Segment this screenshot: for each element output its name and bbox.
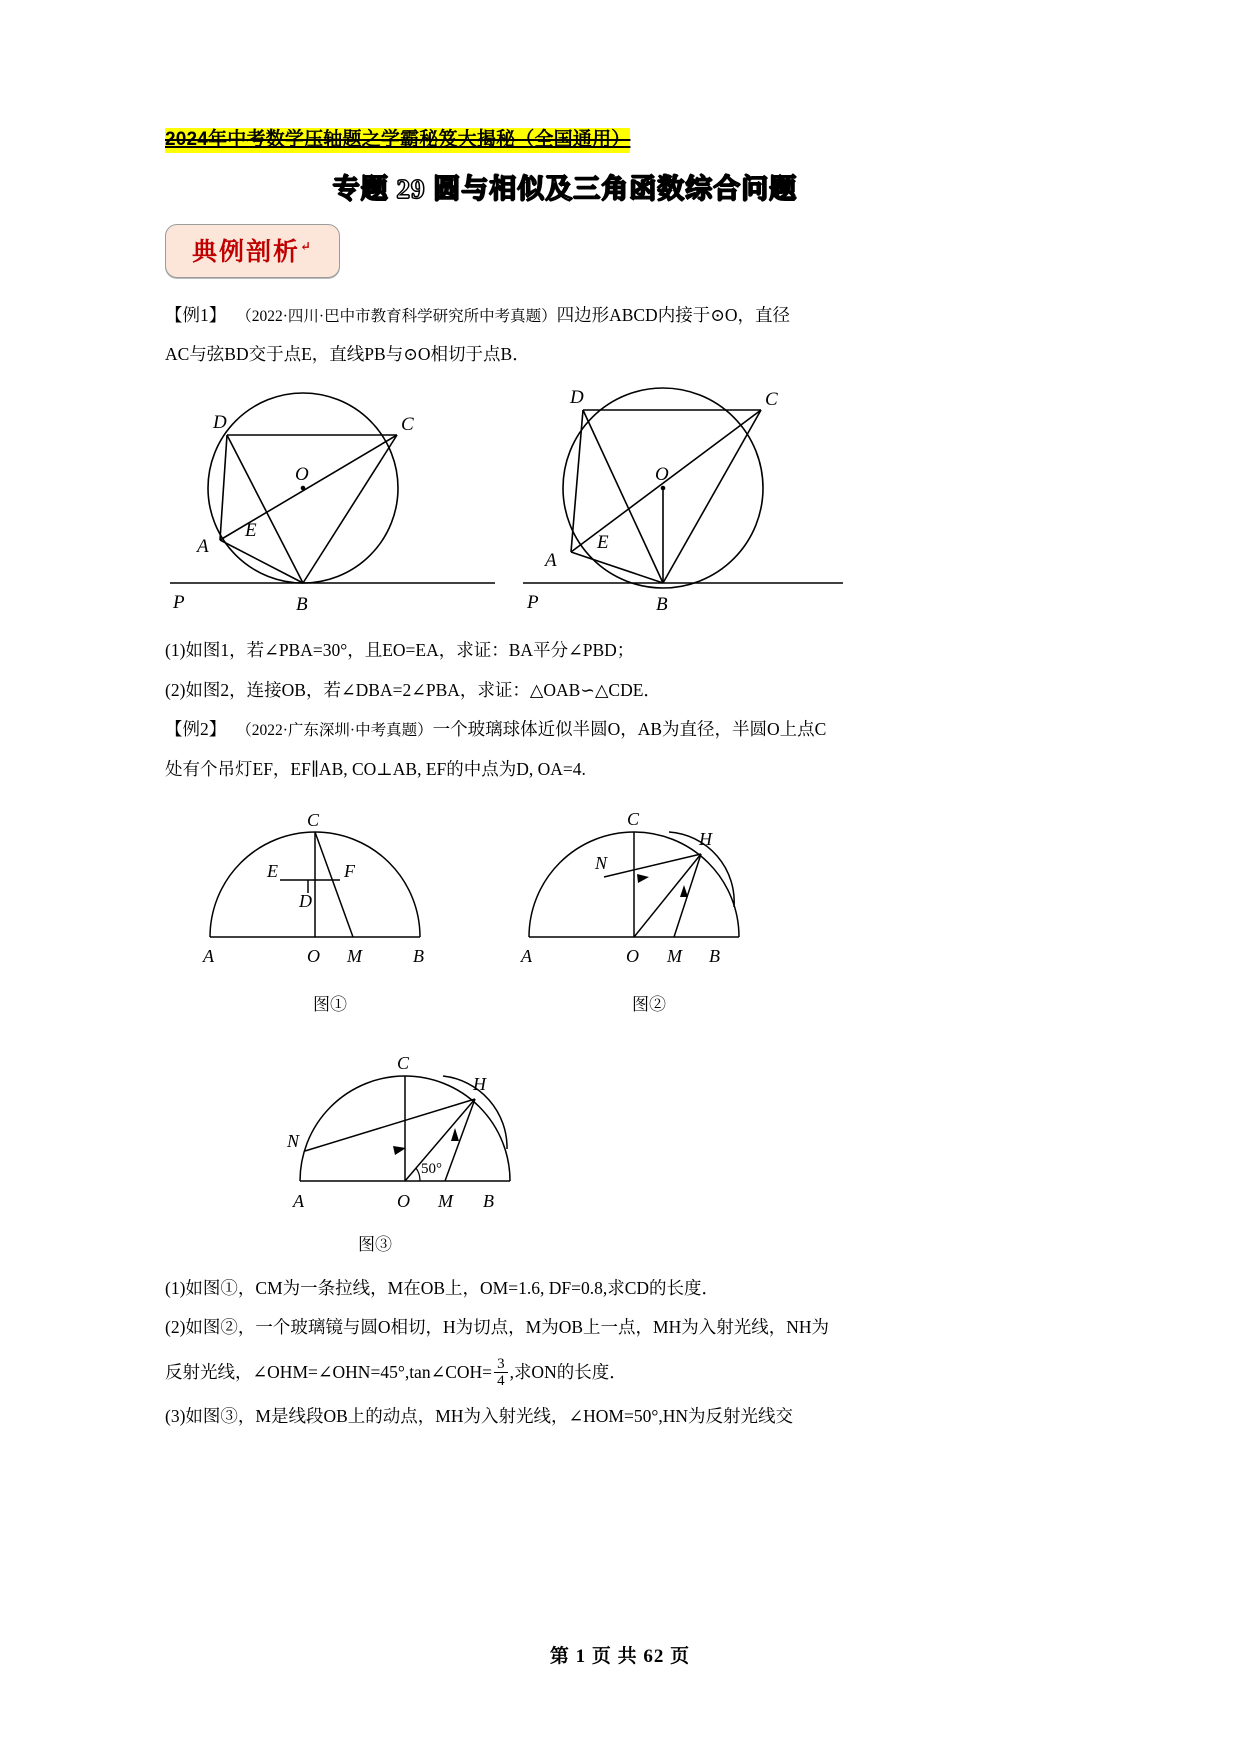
example2-line1	[165, 710, 965, 749]
example2-question-2-line1: (2)如图②，一个玻璃镜与圆O相切，H为切点，M为OB上一点，MH为入射光线，NH为	[165, 1317, 830, 1338]
example2-question-1: (1)如图①，CM为一条拉线，M在OB上，OM=1.6, DF=0.8,求CD的长度．	[165, 1277, 720, 1298]
example2-figure-2-wrap	[509, 797, 789, 1015]
e2f2-label-O: O	[626, 945, 639, 966]
fig2-label-E: E	[597, 532, 609, 554]
fig2-label-O: O	[655, 464, 669, 486]
example2-question-2-line2	[165, 1348, 965, 1397]
example2-q2-text-b: ,求ON的长度．	[509, 1361, 627, 1382]
fraction-numerator: 3	[497, 1356, 505, 1373]
e2f3-label-C: C	[397, 1052, 410, 1073]
fraction-denominator: 4	[494, 1372, 508, 1389]
example1-tag: 【例1】	[165, 304, 227, 325]
e2f2-label-B: B	[709, 945, 720, 966]
fig1-label-E: E	[245, 520, 257, 542]
fig2-label-D: D	[570, 387, 584, 409]
example2-question-3: (3)如图③，M是线段OB上的动点，MH为入射光线，∠HOM=50°,HN为反射光线交	[165, 1405, 793, 1426]
fig2-label-A: A	[545, 550, 557, 572]
page-title: 专题 29 圆与相似及三角函数综合问题	[332, 173, 798, 204]
example2-figure-row-1	[165, 797, 965, 1015]
e2f3-label-A: A	[293, 1190, 304, 1211]
example2-stem-line2: 处有个吊灯EF，EF∥AB, CO⊥AB, EF的中点为D, OA=4.	[165, 758, 586, 779]
e2f2-label-H: H	[699, 828, 712, 849]
e2f2-label-M: M	[667, 945, 682, 966]
example1-figure-1	[165, 380, 495, 625]
e2f1-label-B: B	[413, 945, 424, 966]
example1-line1	[165, 296, 965, 335]
e2f3-angle-label: 50°	[421, 1160, 442, 1177]
e2f1-label-F: F	[344, 860, 355, 881]
example2-q2-fraction	[494, 1356, 508, 1389]
e2f3-label-M: M	[438, 1190, 453, 1211]
header-banner-row	[165, 0, 965, 153]
example2-figure-2	[509, 797, 789, 977]
section-pill-tail: ↵	[300, 238, 313, 254]
example1-question-2: (2)如图2，连接OB，若∠DBA=2∠PBA，求证：△OAB∽△CDE．	[165, 679, 661, 700]
e2f1-label-M: M	[347, 945, 362, 966]
fig1-label-B: B	[296, 594, 308, 616]
fig1-label-O: O	[295, 464, 309, 486]
e2f1-label-C: C	[307, 809, 320, 830]
example1-figure-row	[165, 380, 965, 625]
example1-question-1: (1)如图1，若∠PBA=30°，且EO=EA，求证：BA平分∠PBD；	[165, 640, 635, 661]
fig1-label-P: P	[173, 592, 185, 614]
example2-figure-1-caption: 图①	[313, 994, 347, 1014]
section-pill	[165, 224, 340, 278]
example2-line2	[165, 750, 965, 789]
example2-figure-3-wrap	[165, 1031, 965, 1255]
section-pill-label: 典例剖析	[192, 238, 301, 266]
fig1-label-D: D	[213, 412, 227, 434]
example2-tag: 【例2】	[165, 719, 227, 740]
e2f1-label-O: O	[307, 945, 320, 966]
e2f3-label-O: O	[397, 1190, 410, 1211]
example2-figure-1-wrap	[185, 797, 475, 1015]
e2f3-label-N: N	[287, 1130, 300, 1151]
fig1-label-A: A	[197, 536, 209, 558]
example1-line2	[165, 335, 965, 374]
header-banner: 2024年中考数学压轴题之学霸秘笈大揭秘（全国通用）	[165, 128, 630, 153]
e2f1-label-D: D	[299, 890, 312, 911]
section-pill-row	[165, 224, 965, 278]
fig2-label-P: P	[527, 592, 539, 614]
fig2-label-B: B	[656, 594, 668, 616]
example2-q2-text-a: 反射光线，∠OHM=∠OHN=45°,tan∠COH=	[165, 1361, 493, 1382]
e2f2-label-A: A	[521, 945, 532, 966]
example2-stem-line1: 一个玻璃球体近似半圆O，AB为直径，半圆O上点C	[432, 719, 827, 740]
example1-stem-line1: 四边形ABCD内接于⊙O，直径	[556, 304, 790, 325]
example1-stem-line2: AC与弦BD交于点E，直线PB与⊙O相切于点B．	[165, 344, 530, 365]
e2f3-label-B: B	[483, 1190, 494, 1211]
example2-figure-1	[185, 797, 475, 977]
fig2-label-C: C	[765, 389, 778, 411]
e2f1-label-E: E	[267, 860, 278, 881]
example2-figure-3-caption: 图③	[358, 1234, 392, 1254]
example2-figure-2-caption: 图②	[632, 994, 666, 1014]
example2-source: （2022·广东深圳·中考真题）	[236, 722, 433, 740]
page-content	[165, 0, 965, 1436]
e2f3-label-H: H	[473, 1073, 486, 1094]
page-footer: 第 1 页 共 62 页	[549, 1646, 691, 1667]
fig1-label-C: C	[401, 414, 414, 436]
e2f1-label-A: A	[203, 945, 214, 966]
example1-source: （2022·四川·巴中市教育科学研究所中考真题）	[236, 307, 557, 325]
e2f2-label-C: C	[627, 808, 640, 829]
e2f2-label-N: N	[595, 852, 608, 873]
example1-figure-2	[513, 380, 843, 625]
example2-figure-3	[275, 1031, 565, 1221]
